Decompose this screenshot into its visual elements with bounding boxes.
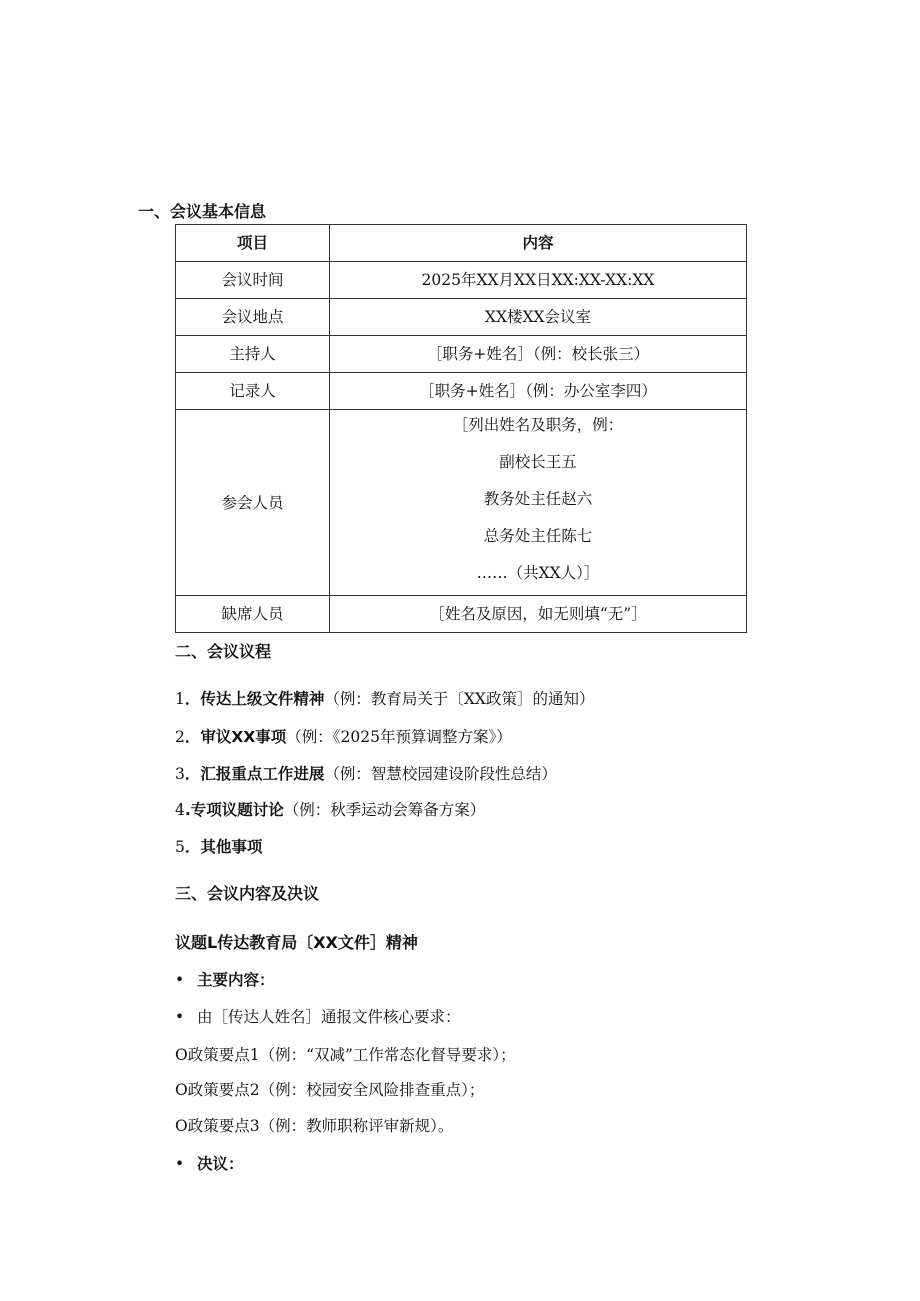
agenda-title: ．审议XX事项 (184, 728, 287, 746)
row-value-host: ［职务+姓名］（例：校长张三） (330, 336, 747, 373)
bullet-icon: • (175, 1008, 185, 1026)
basic-info-table (175, 224, 747, 633)
agenda-item (175, 835, 262, 859)
row-value-attendees (330, 410, 747, 596)
main-content-label: 主要内容： (197, 971, 275, 989)
topic-heading: 议题L传达教育局〔XX文件］精神 (175, 933, 418, 952)
agenda-example: （例：《2025年预算调整方案》） (286, 728, 512, 746)
row-value-time: 2025年XX月XX日XX:XX-XX:XX (330, 262, 747, 299)
policy-point: O政策要点2（例：校园安全风险排查重点）； (175, 1081, 485, 1099)
header-item: 项目 (176, 225, 330, 262)
section-heading-content: 三、会议内容及决议 (175, 884, 320, 903)
table-row (176, 373, 747, 410)
agenda-example: （例：教育局关于〔XX政策］的通知） (324, 690, 595, 708)
agenda-item (175, 798, 485, 822)
table-row (176, 410, 747, 596)
agenda-item (175, 725, 512, 749)
table-row (176, 299, 747, 336)
resolution-label: 决议： (197, 1155, 244, 1173)
row-label-time: 会议时间 (176, 262, 330, 299)
section-heading-agenda: 二、会议议程 (175, 642, 272, 661)
agenda-title: ．传达上级文件精神 (184, 690, 325, 708)
table-row (176, 336, 747, 373)
agenda-item (175, 762, 557, 786)
row-label-host: 主持人 (176, 336, 330, 373)
agenda-title: ．汇报重点工作进展 (184, 765, 325, 783)
header-content: 内容 (330, 225, 747, 262)
agenda-num: 4 (175, 801, 185, 819)
table-header-row (176, 225, 747, 262)
attendee-line: 教务处主任赵六 (483, 490, 593, 508)
row-value-absentees: ［姓名及原因，如无则填“无”］ (330, 596, 747, 633)
bullet-icon: • (175, 1155, 185, 1173)
policy-point: O政策要点3（例：教师职称评审新规）。 (175, 1117, 454, 1135)
attendee-line: 总务处主任陈七 (483, 527, 593, 545)
row-label-recorder: 记录人 (176, 373, 330, 410)
agenda-num: 5 (175, 838, 185, 856)
attendee-line: 副校长王五 (499, 453, 577, 471)
table-row (176, 262, 747, 299)
section-heading-basic-info: 一、会议基本信息 (138, 202, 267, 221)
row-value-recorder: ［职务+姓名］（例：办公室李四） (330, 373, 747, 410)
row-label-location: 会议地点 (176, 299, 330, 336)
agenda-num: 3 (175, 765, 185, 783)
attendee-line: ……（共XX人）］ (476, 564, 600, 582)
row-value-location: XX楼XX会议室 (330, 299, 747, 336)
main-content-bullet (175, 968, 275, 992)
bullet-icon: • (175, 971, 185, 989)
announce-text: 由［传达人姓名］通报文件核心要求： (197, 1008, 461, 1026)
policy-point: O政策要点1（例：“双减”工作常态化督导要求）； (175, 1046, 516, 1064)
agenda-num: 2 (175, 728, 185, 746)
agenda-title: .专项议题讨论 (184, 801, 284, 819)
agenda-example: （例：秋季运动会筹备方案） (283, 801, 486, 819)
row-label-attendees: 参会人员 (176, 410, 330, 596)
agenda-title: ．其他事项 (184, 838, 263, 856)
table-row (176, 596, 747, 633)
row-label-absentees: 缺席人员 (176, 596, 330, 633)
resolution-bullet (175, 1152, 244, 1176)
agenda-item (175, 687, 594, 711)
agenda-example: （例：智慧校园建设阶段性总结） (324, 765, 557, 783)
agenda-num: 1 (175, 690, 185, 708)
announce-bullet (175, 1005, 461, 1029)
attendee-line: ［列出姓名及职务，例： (452, 416, 624, 434)
